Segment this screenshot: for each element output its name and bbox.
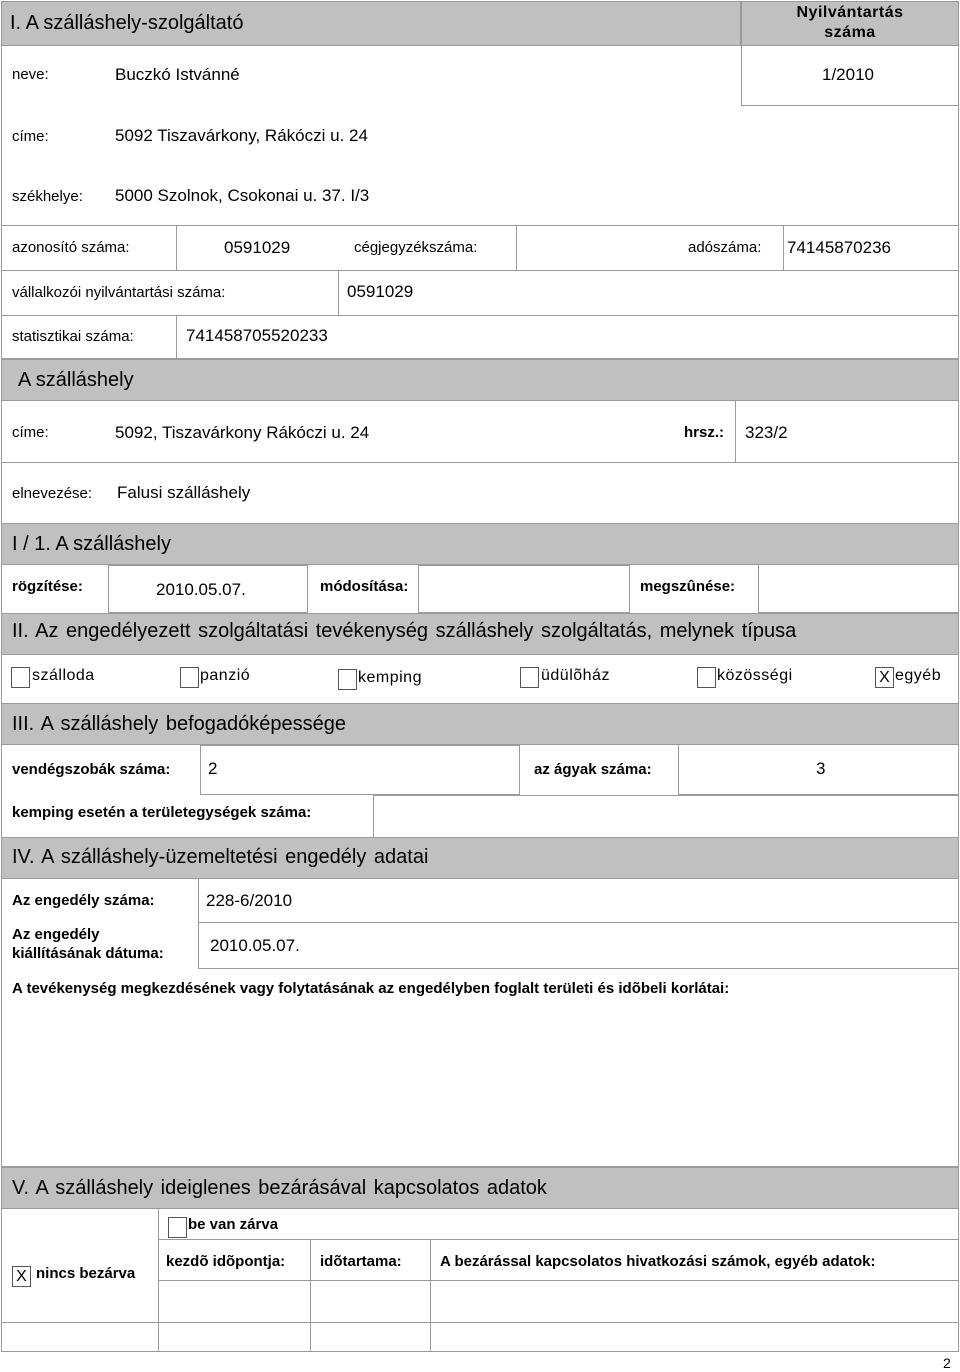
types-row — [1, 655, 959, 703]
type-checkbox-egyeb[interactable]: X — [875, 667, 894, 688]
registration-cell — [741, 46, 742, 106]
type-label-panzio: panzió — [200, 667, 251, 684]
section5-title: V. A szálláshely ideiglenes bezárásával kapcsolatos adatok — [12, 1177, 547, 1199]
type-checkbox-udulohaz[interactable] — [520, 667, 539, 688]
camping-label: kemping esetén a területegységek száma: — [12, 804, 312, 821]
modified-cell — [418, 565, 630, 613]
hrsz-value: 323/2 — [745, 423, 788, 442]
type-label-udulohaz: üdülõház — [541, 667, 610, 684]
accommodation-address-value: 5092, Tiszavárkony Rákóczi u. 24 — [115, 423, 370, 442]
stat-label: statisztikai száma: — [12, 328, 134, 345]
type-label-kemping: kemping — [358, 669, 422, 686]
seat-value: 5000 Szolnok, Csokonai u. 37. I/3 — [115, 186, 370, 205]
id-value: 0591029 — [224, 238, 291, 257]
permit-no-label: Az engedély száma: — [12, 892, 155, 909]
section3-title: III. A szálláshely befogadóképessége — [12, 713, 347, 735]
closed-row-bottom — [158, 1239, 959, 1240]
closure-refs-label: A bezárással kapcsolatos hivatkozási számok, egyéb adatok: — [440, 1253, 876, 1270]
ended-label: megszûnése: — [640, 578, 736, 595]
section4-title: IV. A szálláshely-üzemeltetési engedély adatai — [12, 846, 429, 868]
section1-1-title: I / 1. A szálláshely — [12, 533, 171, 555]
entrepreneur-divider — [338, 271, 339, 316]
seat-label: székhelye: — [12, 188, 83, 205]
not-closed-label: nincs bezárva — [36, 1265, 136, 1282]
type-checkbox-kozossegi[interactable] — [697, 667, 716, 688]
registration-header-line1: Nyilvántartás — [796, 4, 904, 21]
recorded-label: rögzítése: — [12, 578, 83, 595]
type-label-szalloda: szálloda — [32, 667, 95, 684]
stat-divider — [176, 316, 177, 359]
accommodation-name-value: Falusi szálláshely — [117, 483, 251, 502]
entrepreneur-label: vállalkozói nyilvántartási száma: — [12, 284, 226, 301]
id-divider-3 — [783, 226, 784, 271]
registration-header-line2: száma — [824, 24, 876, 41]
hrsz-divider — [735, 401, 736, 463]
closure-bottom-line — [1, 1322, 959, 1323]
section2-title: II. Az engedélyezett szolgáltatási tevékenység szálláshely szolgáltatás, melynek típusa — [12, 620, 797, 642]
rooms-cell — [200, 745, 520, 795]
registration-number: 1/2010 — [822, 65, 874, 84]
rooms-label: vendégszobák száma: — [12, 761, 171, 778]
beds-label: az ágyak száma: — [534, 761, 652, 778]
closure-divider-1 — [310, 1240, 311, 1352]
stat-value: 741458705520233 — [186, 326, 328, 345]
page-number: 2 — [943, 1355, 951, 1371]
provider-name-label: neve: — [12, 66, 49, 83]
type-label-kozossegi: közösségi — [717, 667, 793, 684]
limits-label: A tevékenység megkezdésének vagy folytatásának az engedélyben foglalt területi és idõbeli korlátai: — [12, 980, 730, 997]
provider-address-label: címe: — [12, 128, 49, 145]
permit-no-value: 228-6/2010 — [206, 891, 293, 910]
tax-value: 74145870236 — [787, 238, 892, 257]
accommodation-title: A szálláshely — [18, 369, 134, 391]
hrsz-label: hrsz.: — [684, 424, 725, 441]
closure-divider-2 — [430, 1240, 431, 1352]
permit-no-cell — [198, 879, 959, 923]
tax-label: adószáma: — [688, 239, 762, 256]
closed-checkbox[interactable] — [168, 1217, 187, 1238]
limits-row — [1, 969, 959, 1167]
accommodation-header — [1, 359, 959, 401]
type-checkbox-kemping[interactable] — [338, 669, 357, 690]
type-checkbox-panzio[interactable] — [180, 667, 199, 688]
ended-cell — [758, 565, 959, 613]
not-closed-checkbox[interactable]: X — [12, 1266, 31, 1287]
issued-label-line2: kiállításának dátuma: — [12, 945, 164, 962]
rooms-value: 2 — [208, 759, 218, 778]
closure-headers-bottom — [158, 1280, 959, 1281]
beds-value: 3 — [816, 759, 826, 778]
type-label-egyeb: egyéb — [895, 667, 942, 684]
closed-label: be van zárva — [188, 1216, 279, 1233]
issued-label-line1: Az engedély — [12, 926, 100, 943]
entrepreneur-value: 0591029 — [347, 282, 414, 301]
accommodation-address-label: címe: — [12, 424, 49, 441]
issued-value: 2010.05.07. — [210, 936, 300, 955]
id-divider-1 — [176, 226, 177, 271]
recorded-value: 2010.05.07. — [156, 580, 246, 599]
id-divider-2 — [516, 226, 517, 271]
stat-row — [1, 316, 959, 359]
section1-title: I. A szálláshely-szolgáltató — [10, 12, 244, 34]
closure-start-label: kezdõ idõpontja: — [166, 1253, 286, 1270]
issued-cell — [198, 923, 959, 969]
closure-duration-label: idõtartama: — [320, 1253, 402, 1270]
provider-name-value: Buczkó Istvánné — [115, 65, 240, 84]
modified-label: módosítása: — [320, 578, 409, 595]
accommodation-name-label: elnevezése: — [12, 485, 93, 502]
id-label: azonosító száma: — [12, 239, 130, 256]
provider-address-value: 5092 Tiszavárkony, Rákóczi u. 24 — [115, 126, 368, 145]
camping-cell — [373, 795, 959, 837]
company-reg-label: cégjegyzékszáma: — [354, 239, 478, 256]
type-checkbox-szalloda[interactable] — [11, 667, 30, 688]
